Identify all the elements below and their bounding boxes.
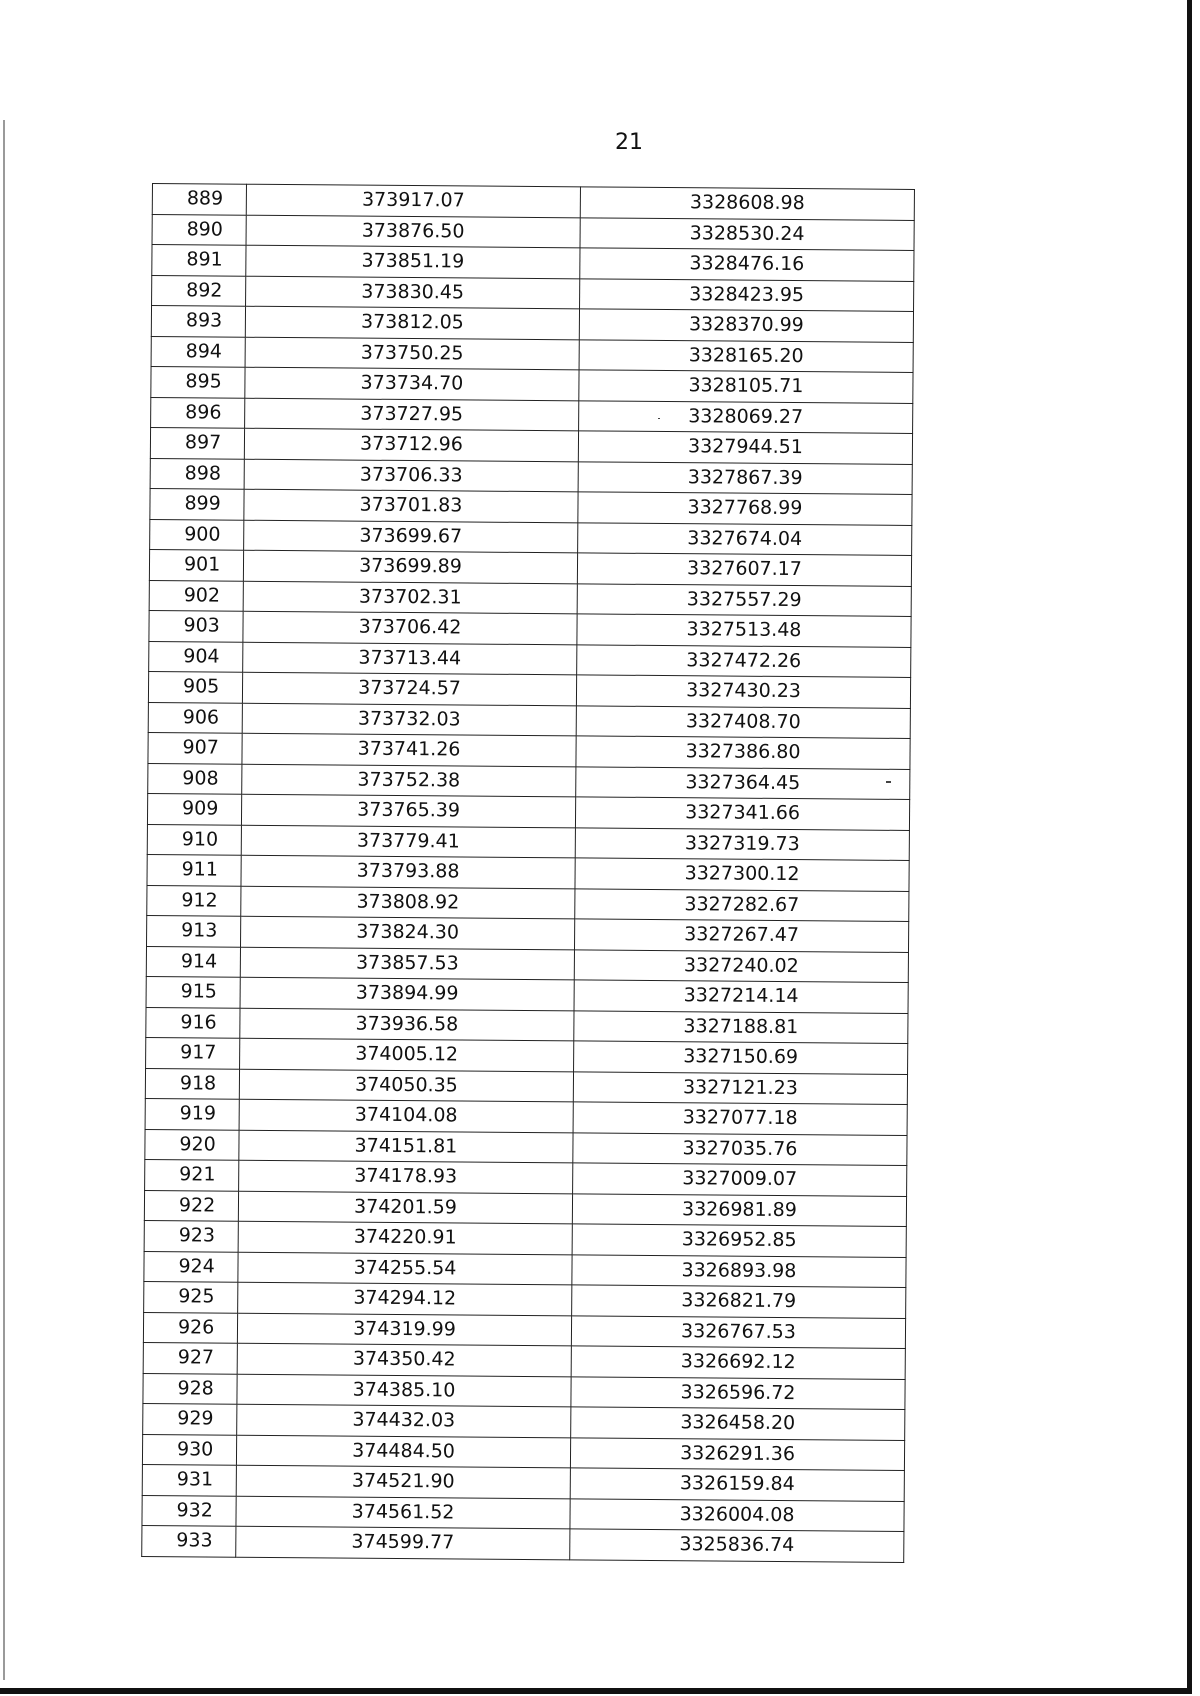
point-number-cell: 899	[150, 488, 244, 519]
point-number-cell: 930	[142, 1434, 236, 1465]
coordinates-table	[141, 183, 915, 1562]
easting-cell: 373699.89	[243, 550, 577, 583]
northing-cell: 3325836.74	[570, 1529, 904, 1562]
northing-cell: 3326291.36	[570, 1437, 904, 1470]
easting-cell: 373732.03	[242, 703, 576, 736]
easting-cell: 373779.41	[241, 825, 575, 858]
northing-cell: 3328476.16	[580, 248, 914, 281]
easting-cell: 373894.99	[240, 977, 574, 1010]
northing-cell: 3327557.29	[577, 583, 911, 616]
easting-cell: 374484.50	[236, 1435, 570, 1468]
northing-cell: 3327364.45	[576, 766, 910, 799]
easting-cell: 373701.83	[244, 489, 578, 522]
point-number-cell: 908	[148, 763, 242, 794]
easting-cell: 374201.59	[238, 1191, 572, 1224]
point-number-cell: 918	[145, 1068, 239, 1099]
easting-cell: 373876.50	[246, 215, 580, 248]
point-number-cell: 929	[143, 1403, 237, 1434]
easting-cell: 373724.57	[242, 672, 576, 705]
easting-cell: 374561.52	[236, 1496, 570, 1529]
point-number-cell: 898	[150, 458, 244, 489]
point-number-cell: 893	[151, 306, 245, 337]
northing-cell: 3326952.85	[572, 1224, 906, 1257]
point-number-cell: 890	[152, 214, 246, 245]
page-edge-bottom	[0, 1688, 1192, 1694]
easting-cell: 373808.92	[241, 886, 575, 919]
northing-cell: 3327319.73	[575, 827, 909, 860]
northing-cell: 3327240.02	[574, 949, 908, 982]
point-number-cell: 894	[151, 336, 245, 367]
easting-cell: 373812.05	[245, 306, 579, 339]
northing-cell: 3327430.23	[576, 675, 910, 708]
point-number-cell: 910	[147, 824, 241, 855]
easting-cell: 373824.30	[241, 916, 575, 949]
easting-cell: 374521.90	[236, 1465, 570, 1498]
page-number: 21	[615, 130, 643, 155]
northing-cell: 3327341.66	[575, 797, 909, 830]
point-number-cell: 889	[152, 184, 246, 215]
northing-cell: 3327472.26	[577, 644, 911, 677]
point-number-cell: 907	[148, 732, 242, 763]
easting-cell: 374294.12	[238, 1282, 572, 1315]
easting-cell: 373765.39	[241, 794, 575, 827]
point-number-cell: 914	[146, 946, 240, 977]
northing-cell: 3327282.67	[575, 888, 909, 921]
point-number-cell: 912	[147, 885, 241, 916]
northing-cell: 3326893.98	[572, 1254, 906, 1287]
page-edge-left	[3, 120, 5, 1680]
easting-cell: 374350.42	[237, 1343, 571, 1376]
point-number-cell: 905	[148, 671, 242, 702]
northing-cell: 3327513.48	[577, 614, 911, 647]
point-number-cell: 917	[146, 1037, 240, 1068]
northing-cell: 3327009.07	[573, 1163, 907, 1196]
easting-cell: 373734.70	[245, 367, 579, 400]
northing-cell: 3326692.12	[571, 1346, 905, 1379]
easting-cell: 374005.12	[240, 1038, 574, 1071]
easting-cell: 374255.54	[238, 1252, 572, 1285]
point-number-cell: 931	[142, 1464, 236, 1495]
point-number-cell: 925	[144, 1281, 238, 1312]
point-number-cell: 920	[145, 1129, 239, 1160]
northing-cell: 3327188.81	[574, 1010, 908, 1043]
point-number-cell: 922	[144, 1190, 238, 1221]
northing-cell: 3326159.84	[570, 1468, 904, 1501]
point-number-cell: 926	[143, 1312, 237, 1343]
northing-cell: 3328608.98	[580, 187, 914, 220]
point-number-cell: 928	[143, 1373, 237, 1404]
easting-cell: 373917.07	[246, 184, 580, 217]
northing-cell: 3328423.95	[580, 278, 914, 311]
northing-cell: 3327674.04	[578, 522, 912, 555]
northing-cell: 3327214.14	[574, 980, 908, 1013]
northing-cell: 3327768.99	[578, 492, 912, 525]
easting-cell: 374104.08	[239, 1099, 573, 1132]
northing-cell: 3327300.12	[575, 858, 909, 891]
northing-cell: 3326821.79	[572, 1285, 906, 1318]
easting-cell: 373752.38	[242, 764, 576, 797]
northing-cell: 3326767.53	[571, 1315, 905, 1348]
point-number-cell: 902	[149, 580, 243, 611]
point-number-cell: 933	[142, 1525, 236, 1556]
easting-cell: 373713.44	[243, 642, 577, 675]
northing-cell: 3326596.72	[571, 1376, 905, 1409]
northing-cell: 3326458.20	[571, 1407, 905, 1440]
point-number-cell: 911	[147, 854, 241, 885]
point-number-cell: 891	[152, 245, 246, 276]
easting-cell: 373750.25	[245, 337, 579, 370]
easting-cell: 373712.96	[244, 428, 578, 461]
point-number-cell: 901	[149, 549, 243, 580]
northing-cell: 3328165.20	[579, 339, 913, 372]
northing-cell: 3326981.89	[572, 1193, 906, 1226]
easting-cell: 374050.35	[239, 1069, 573, 1102]
point-number-cell: 904	[149, 641, 243, 672]
scan-speck	[886, 781, 891, 783]
point-number-cell: 921	[145, 1159, 239, 1190]
northing-cell: 3327408.70	[576, 705, 910, 738]
scan-speck	[658, 418, 660, 419]
northing-cell: 3327121.23	[573, 1071, 907, 1104]
easting-cell: 373936.58	[240, 1008, 574, 1041]
easting-cell: 374178.93	[239, 1160, 573, 1193]
northing-cell: 3327944.51	[578, 431, 912, 464]
northing-cell: 3327077.18	[573, 1102, 907, 1135]
northing-cell: 3328370.99	[579, 309, 913, 342]
point-number-cell: 909	[147, 793, 241, 824]
northing-cell: 3326004.08	[570, 1498, 904, 1531]
easting-cell: 373702.31	[243, 581, 577, 614]
northing-cell: 3328105.71	[579, 370, 913, 403]
easting-cell: 374220.91	[238, 1221, 572, 1254]
point-number-cell: 923	[144, 1220, 238, 1251]
easting-cell: 374319.99	[237, 1313, 571, 1346]
northing-cell: 3327607.17	[577, 553, 911, 586]
northing-cell: 3328069.27	[579, 400, 913, 433]
northing-cell: 3327267.47	[574, 919, 908, 952]
easting-cell: 374432.03	[237, 1404, 571, 1437]
point-number-cell: 924	[144, 1251, 238, 1282]
point-number-cell: 916	[146, 1007, 240, 1038]
point-number-cell: 919	[145, 1098, 239, 1129]
coordinates-table-body	[142, 184, 915, 1562]
easting-cell: 373727.95	[245, 398, 579, 431]
point-number-cell: 915	[146, 976, 240, 1007]
easting-cell: 373741.26	[242, 733, 576, 766]
point-number-cell: 896	[151, 397, 245, 428]
point-number-cell: 903	[149, 610, 243, 641]
point-number-cell: 897	[150, 427, 244, 458]
easting-cell: 374385.10	[237, 1374, 571, 1407]
point-number-cell: 906	[148, 702, 242, 733]
easting-cell: 373793.88	[241, 855, 575, 888]
northing-cell: 3327150.69	[574, 1041, 908, 1074]
point-number-cell: 895	[151, 366, 245, 397]
northing-cell: 3327867.39	[578, 461, 912, 494]
easting-cell: 373699.67	[244, 520, 578, 553]
easting-cell: 374151.81	[239, 1130, 573, 1163]
easting-cell: 373857.53	[240, 947, 574, 980]
table-row	[142, 1525, 904, 1561]
easting-cell: 373706.33	[244, 459, 578, 492]
point-number-cell: 900	[150, 519, 244, 550]
page-edge-right	[1187, 0, 1192, 1692]
easting-cell: 374599.77	[236, 1526, 570, 1559]
easting-cell: 373830.45	[246, 276, 580, 309]
point-number-cell: 892	[152, 275, 246, 306]
northing-cell: 3328530.24	[580, 217, 914, 250]
point-number-cell: 932	[142, 1495, 236, 1526]
point-number-cell: 927	[143, 1342, 237, 1373]
northing-cell: 3327035.76	[573, 1132, 907, 1165]
northing-cell: 3327386.80	[576, 736, 910, 769]
easting-cell: 373851.19	[246, 245, 580, 278]
easting-cell: 373706.42	[243, 611, 577, 644]
point-number-cell: 913	[147, 915, 241, 946]
